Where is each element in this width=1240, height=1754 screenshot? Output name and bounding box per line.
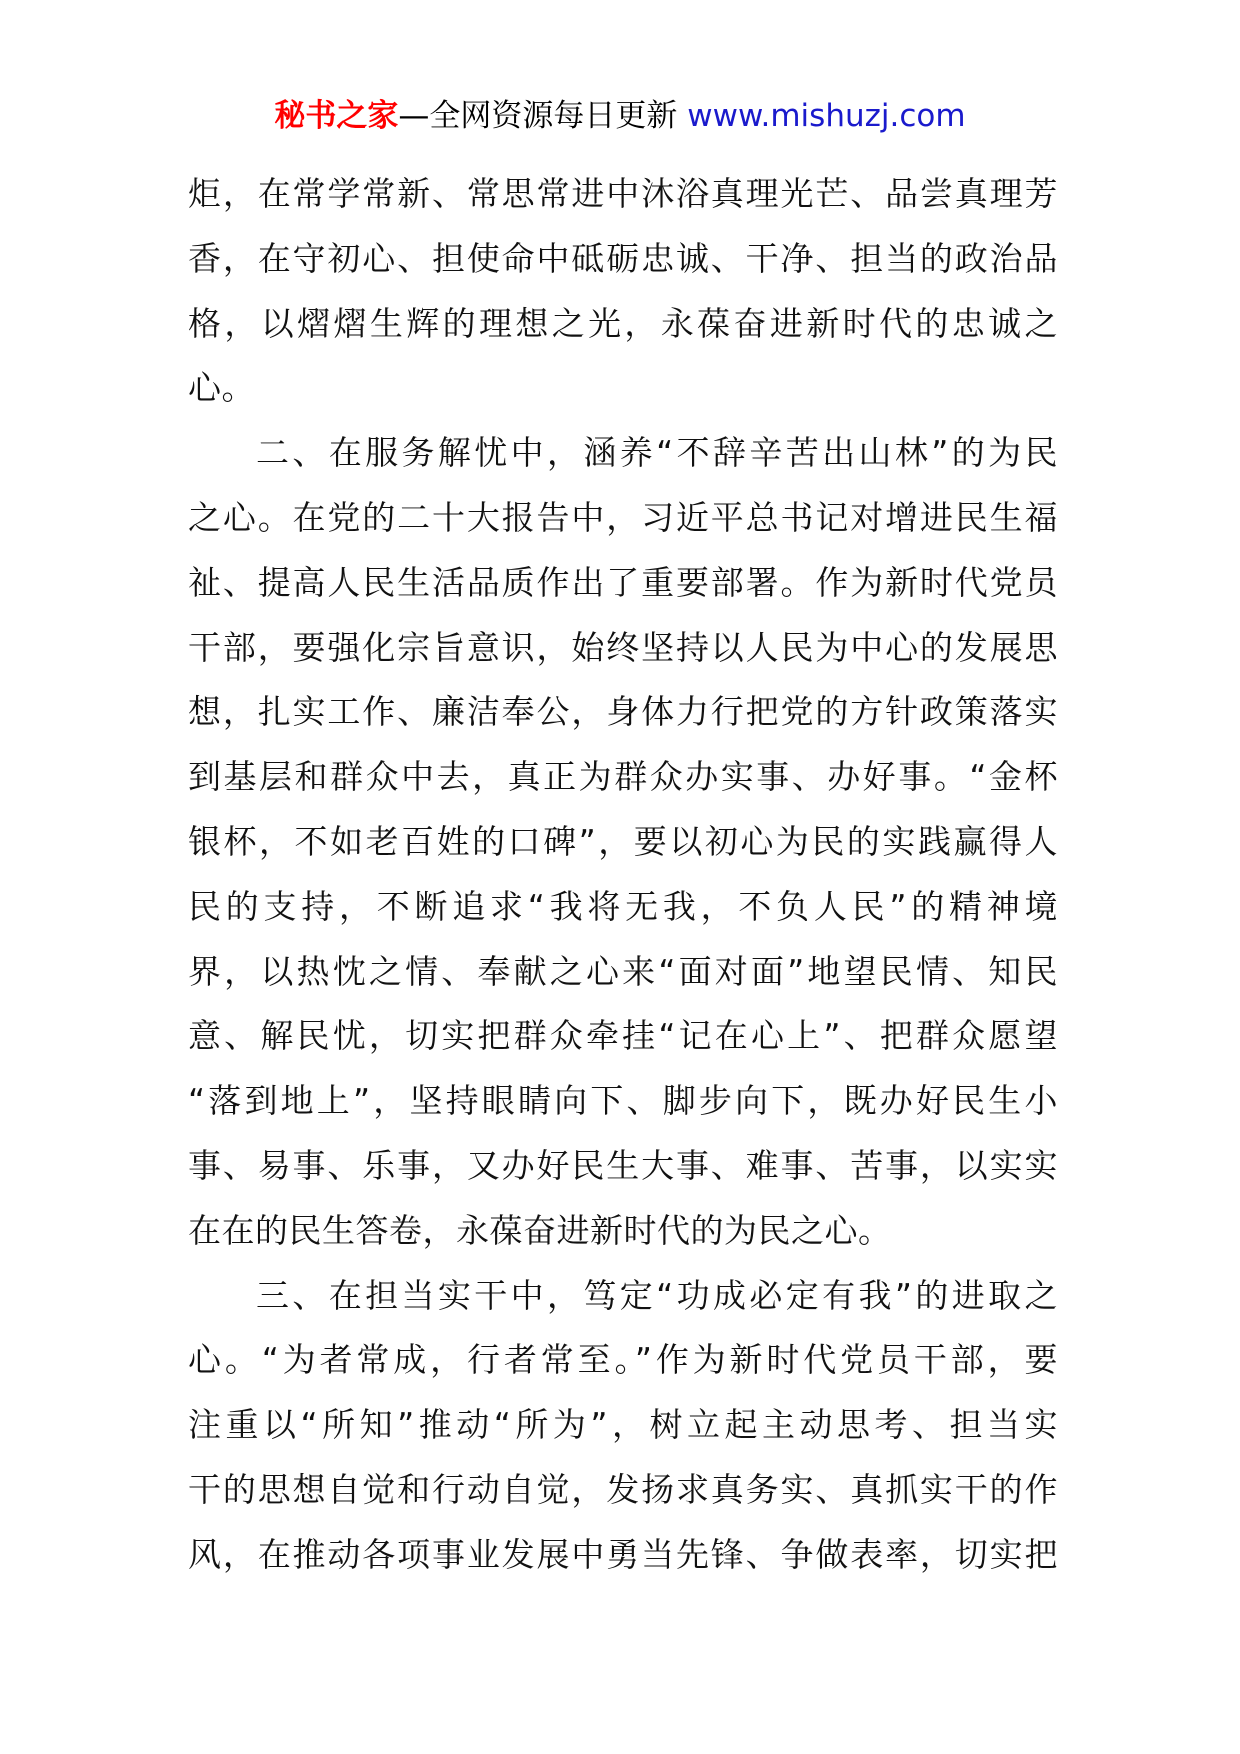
website-url[interactable]: www.mishuzj.com	[687, 98, 966, 134]
text-line: 民的支持，不断追求“我将无我，不负人民”的精神境	[188, 886, 1058, 926]
document-body	[188, 162, 1058, 1588]
text-line: 祉、提高人民生活品质作出了重要部署。作为新时代党员	[188, 562, 1058, 602]
paragraph-first-line: 三、在担当实干中，笃定“功成必定有我”的进取之	[256, 1275, 1058, 1315]
text-line: 注重以“所知”推动“所为”，树立起主动思考、担当实	[188, 1405, 1058, 1445]
text-line: 到基层和群众中去，真正为群众办实事、办好事。“金杯	[188, 757, 1058, 797]
text-line: 风，在推动各项事业发展中勇当先锋、争做表率，切实把	[188, 1534, 1058, 1574]
text-line: 意、解民忧，切实把群众牵挂“记在心上”、把群众愿望	[188, 1016, 1058, 1056]
text-line: “落到地上”，坚持眼睛向下、脚步向下，既办好民生小	[188, 1081, 1058, 1121]
text-line: 心。“为者常成，行者常至。”作为新时代党员干部，要	[188, 1340, 1058, 1380]
brand-name: 秘书之家	[274, 98, 399, 134]
text-line: 干部，要强化宗旨意识，始终坚持以人民为中心的发展思	[188, 627, 1058, 667]
text-line: 想，扎实工作、廉洁奉公，身体力行把党的方针政策落实	[188, 692, 1058, 732]
text-line: 在在的民生答卷，永葆奋进新时代的为民之心。	[188, 1210, 892, 1250]
page-header	[0, 96, 1240, 136]
text-line: 事、易事、乐事，又办好民生大事、难事、苦事，以实实	[188, 1145, 1058, 1185]
text-line: 香，在守初心、担使命中砥砺忠诚、干净、担当的政治品	[188, 238, 1058, 278]
text-line: 干的思想自觉和行动自觉，发扬求真务实、真抓实干的作	[188, 1469, 1058, 1509]
paragraph-first-line: 二、在服务解忧中，涵养“不辞辛苦出山林”的为民	[256, 433, 1058, 473]
text-line: 界，以热忱之情、奉献之心来“面对面”地望民情、知民	[188, 951, 1058, 991]
text-line: 心。	[188, 368, 255, 408]
text-line: 之心。在党的二十大报告中，习近平总书记对增进民生福	[188, 497, 1058, 537]
header-tagline: —全网资源每日更新	[398, 98, 688, 134]
text-line: 格，以熠熠生辉的理想之光，永葆奋进新时代的忠诚之	[188, 303, 1058, 343]
text-line: 炬，在常学常新、常思常进中沐浴真理光芒、品尝真理芳	[188, 174, 1058, 213]
text-line: 银杯，不如老百姓的口碑”，要以初心为民的实践赢得人	[188, 821, 1058, 861]
